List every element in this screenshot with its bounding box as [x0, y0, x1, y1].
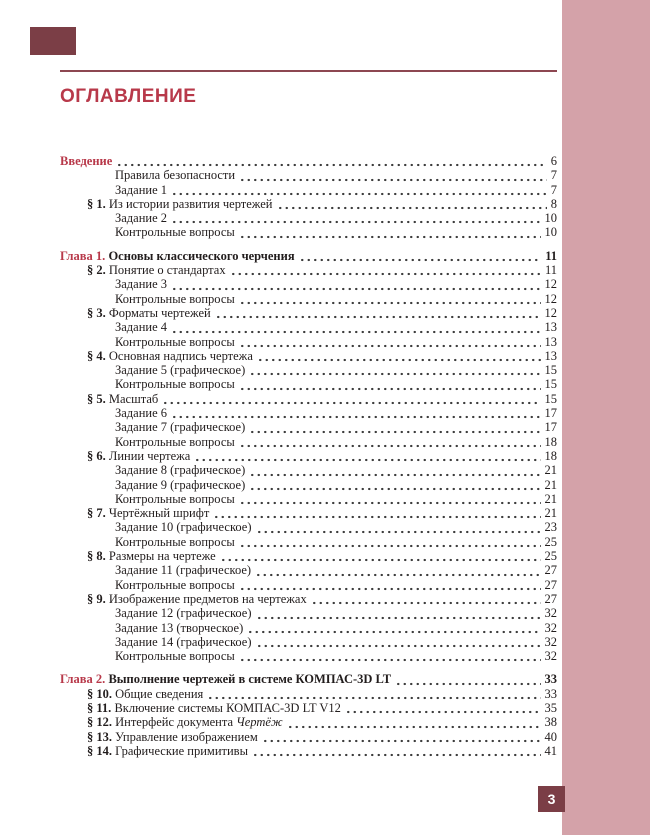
toc-leader-dots	[220, 549, 541, 563]
toc-page-number: 25	[544, 534, 557, 549]
toc-entry	[60, 463, 557, 477]
toc-leader-dots	[239, 649, 541, 663]
toc-page-number: 21	[544, 477, 557, 492]
toc-leader-dots	[256, 606, 541, 620]
toc-leader-dots	[239, 492, 541, 506]
toc-page-number: 15	[544, 363, 557, 378]
toc-entry-text	[115, 377, 235, 391]
toc-leader-dots	[277, 197, 547, 211]
toc-page-number: 38	[544, 715, 557, 730]
toc-entry-label: Задание 5 (графическое)	[115, 363, 246, 378]
toc-leader-dots	[239, 335, 541, 349]
toc-entry	[60, 478, 557, 492]
toc-entry-label: Интерфейс документа	[115, 715, 234, 730]
toc-entry-label: Введение	[60, 154, 113, 168]
toc-entry-text	[115, 363, 245, 377]
toc-leader-dots	[249, 463, 540, 477]
toc-page-number: 32	[544, 606, 557, 621]
toc-leader-dots	[256, 635, 541, 649]
toc-entry	[60, 672, 557, 686]
toc-page-number: 13	[544, 348, 557, 363]
toc-entry-label: Контрольные вопросы	[115, 491, 235, 506]
toc-page-number: 18	[544, 448, 557, 463]
toc-entry-text	[87, 744, 248, 758]
toc-content	[60, 86, 557, 758]
toc-page-number: 13	[544, 334, 557, 349]
toc-entry-label: Задание 11 (графическое)	[115, 563, 252, 578]
toc-entry-prefix: § 1.	[87, 196, 109, 211]
toc-page-number: 25	[544, 549, 557, 564]
toc-entry-text	[115, 435, 235, 449]
toc-entry-label: Задание 3	[115, 277, 168, 292]
toc-leader-dots	[252, 744, 541, 758]
toc-entry-label: Контрольные вопросы	[115, 377, 235, 392]
toc-entry	[60, 335, 557, 349]
toc-page-number: 40	[544, 729, 557, 744]
page-number: 3	[547, 791, 556, 807]
toc-entry-text	[115, 649, 235, 663]
toc-page-number: 21	[544, 506, 557, 521]
toc-page-number: 10	[544, 211, 557, 226]
toc-page-number: 32	[544, 620, 557, 635]
toc-entry	[60, 154, 557, 168]
toc-leader-dots	[239, 377, 541, 391]
toc-entry	[60, 349, 557, 363]
toc-entry	[60, 606, 557, 620]
toc-entry-text	[115, 520, 252, 534]
toc-leader-dots	[171, 320, 540, 334]
toc-entry-text	[115, 578, 235, 592]
toc-entry	[60, 730, 557, 744]
toc-leader-dots	[249, 478, 540, 492]
toc-entry	[60, 406, 557, 420]
toc-entry-prefix: § 4.	[87, 348, 109, 363]
toc-entry	[60, 225, 557, 239]
header-rule	[60, 70, 557, 72]
toc-leader-dots	[162, 392, 540, 406]
toc-entry-prefix: § 14.	[87, 743, 116, 758]
toc-page-number: 33	[544, 672, 557, 687]
toc-leader-dots	[171, 406, 540, 420]
toc-leader-dots	[287, 715, 541, 729]
toc-entry-text	[115, 183, 167, 197]
toc-entry-label: Задание 6	[115, 406, 168, 421]
toc-entry-prefix: § 5.	[87, 391, 109, 406]
toc-entry	[60, 183, 557, 197]
toc-leader-dots	[239, 435, 541, 449]
toc-entry-text	[87, 306, 211, 320]
toc-entry-text	[115, 277, 167, 291]
corner-decoration-box	[30, 27, 76, 55]
toc-entry-text	[115, 335, 235, 349]
toc-entry	[60, 492, 557, 506]
toc-page-number: 6	[550, 154, 557, 168]
toc-entry-label: Основная надпись чертежа	[108, 348, 253, 363]
toc-entry-label: Из истории развития чертежей	[108, 196, 273, 211]
toc-entry-prefix: § 2.	[87, 263, 109, 278]
toc-entry-prefix: § 9.	[87, 591, 109, 606]
page-number-badge	[538, 786, 565, 812]
toc-entry-label: Понятие о стандартах	[108, 263, 226, 278]
toc-entry	[60, 635, 557, 649]
toc-entry-prefix: § 10.	[87, 686, 116, 701]
toc-entry-label: Контрольные вопросы	[115, 225, 235, 240]
toc-leader-dots	[262, 730, 541, 744]
toc-entry-text	[115, 621, 243, 635]
toc-leader-dots	[239, 292, 541, 306]
toc-leader-dots	[171, 183, 547, 197]
toc-leader-dots	[116, 154, 546, 168]
toc-entry	[60, 363, 557, 377]
toc-entry-text	[60, 154, 112, 168]
toc-entry-label: Изображение предметов на чертежах	[108, 591, 307, 606]
toc-page-number: 13	[544, 320, 557, 335]
toc-leader-dots	[194, 449, 540, 463]
toc-entry-label: Выполнение чертежей в системе КОМПАС-3D LT	[108, 672, 392, 687]
toc-entry	[60, 377, 557, 391]
toc-leader-dots	[171, 277, 540, 291]
toc-page-number: 12	[544, 291, 557, 306]
toc-entry-label: Контрольные вопросы	[115, 334, 235, 349]
toc-entry-prefix: Глава 2.	[60, 672, 109, 687]
toc-entry	[60, 549, 557, 563]
toc-entry-prefix: § 13.	[87, 729, 116, 744]
toc-entry	[60, 263, 557, 277]
toc-entry	[60, 168, 557, 182]
toc-page-number: 12	[544, 305, 557, 320]
toc-entry-label: Задание 2	[115, 211, 168, 226]
toc-entry-text	[87, 549, 216, 563]
toc-entry	[60, 563, 557, 577]
toc-entry-label: Графические примитивы	[115, 743, 248, 758]
toc-entry-text	[115, 420, 245, 434]
toc-entry	[60, 535, 557, 549]
toc-entry-prefix: § 7.	[87, 506, 109, 521]
toc-entry-text	[115, 406, 167, 420]
toc-entry	[60, 687, 557, 701]
toc-entry-text	[87, 730, 258, 744]
toc-entry-text	[87, 701, 341, 715]
toc-entry-text	[115, 478, 245, 492]
toc-entry-label: Задание 9 (графическое)	[115, 477, 246, 492]
toc-entry-label: Контрольные вопросы	[115, 577, 235, 592]
toc-entry-text	[115, 292, 235, 306]
toc-leader-dots	[171, 211, 540, 225]
toc-entry-text	[87, 592, 307, 606]
toc-entry	[60, 197, 557, 211]
toc-leader-dots	[213, 506, 540, 520]
toc-entry-label: Задание 14 (графическое)	[115, 634, 252, 649]
toc-page-number: 11	[544, 263, 557, 278]
toc-page-number: 27	[544, 577, 557, 592]
toc-leader-dots	[247, 621, 540, 635]
toc-entry-text	[60, 672, 391, 686]
toc-leader-dots	[345, 701, 541, 715]
toc-entry-text	[115, 463, 245, 477]
toc-leader-dots	[239, 168, 547, 182]
toc-entry	[60, 249, 557, 263]
toc-entry-text	[115, 492, 235, 506]
toc-entry	[60, 592, 557, 606]
toc-entry-prefix: § 3.	[87, 305, 109, 320]
toc-entry-label: Основы классического черчения	[108, 248, 295, 263]
toc-entry-text	[115, 168, 235, 182]
toc-page-number: 11	[545, 248, 557, 263]
toc-entry	[60, 578, 557, 592]
toc-page-number: 15	[544, 391, 557, 406]
toc-entry-label: Задание 4	[115, 320, 168, 335]
toc-entry-text	[87, 263, 226, 277]
toc-entry-text	[87, 715, 283, 729]
toc-page-number: 27	[544, 591, 557, 606]
toc-entry-prefix: § 11.	[87, 700, 115, 715]
toc-entry-label: Контрольные вопросы	[115, 291, 235, 306]
toc-entry-label: Правила безопасности	[115, 168, 236, 183]
toc-page-number: 35	[544, 700, 557, 715]
toc-page-number: 18	[544, 434, 557, 449]
toc-entry-text	[115, 606, 252, 620]
toc-page-number: 33	[544, 686, 557, 701]
toc-entry	[60, 292, 557, 306]
toc-entry-text	[115, 211, 167, 225]
toc-entry-text	[115, 635, 252, 649]
toc-page-number: 23	[544, 520, 557, 535]
toc-entry-text	[115, 563, 251, 577]
toc-entry-label: Задание 12 (графическое)	[115, 606, 252, 621]
toc-entry-label: Задание 1	[115, 182, 168, 197]
toc-page-number: 21	[544, 463, 557, 478]
toc-leader-dots	[299, 249, 542, 263]
toc-entry-label: Чертёжный шрифт	[108, 506, 210, 521]
toc-leader-dots	[207, 687, 540, 701]
toc-entry-label: Масштаб	[108, 391, 159, 406]
toc-entry-label: Форматы чертежей	[108, 305, 211, 320]
toc-entry-prefix: § 12.	[87, 715, 116, 730]
toc-entry	[60, 506, 557, 520]
toc-entry-label: Задание 8 (графическое)	[115, 463, 246, 478]
toc-entry-text	[87, 392, 158, 406]
toc-page-number: 12	[544, 277, 557, 292]
toc-entry-prefix: § 6.	[87, 448, 109, 463]
toc-page-number: 27	[544, 563, 557, 578]
toc-entry	[60, 420, 557, 434]
toc-page-number: 10	[544, 225, 557, 240]
toc-entry	[60, 392, 557, 406]
toc-entry	[60, 277, 557, 291]
toc-page-number: 17	[544, 406, 557, 421]
toc-page-number: 15	[544, 377, 557, 392]
toc-entry-text	[87, 687, 203, 701]
toc-entry-label: Контрольные вопросы	[115, 434, 235, 449]
toc-entry	[60, 649, 557, 663]
toc-entry-label: Размеры на чертеже	[108, 549, 216, 564]
toc-entry	[60, 320, 557, 334]
toc-list	[60, 154, 557, 758]
toc-leader-dots	[230, 263, 541, 277]
toc-entry-text	[87, 197, 273, 211]
toc-leader-dots	[239, 535, 541, 549]
toc-entry-text	[87, 349, 253, 363]
toc-leader-dots	[311, 592, 541, 606]
toc-page-number: 21	[544, 491, 557, 506]
toc-entry-label: Задание 10 (графическое)	[115, 520, 252, 535]
toc-entry-text	[115, 225, 235, 239]
toc-page-number: 17	[544, 420, 557, 435]
toc-entry	[60, 744, 557, 758]
toc-entry-label: Задание 7 (графическое)	[115, 420, 246, 435]
toc-leader-dots	[239, 578, 541, 592]
toc-entry	[60, 621, 557, 635]
toc-entry-label: Общие сведения	[115, 686, 204, 701]
toc-entry-label: Линии чертежа	[108, 448, 191, 463]
toc-page-number: 41	[544, 743, 557, 758]
toc-entry-prefix: Глава 1.	[60, 248, 109, 263]
toc-entry-text	[60, 249, 295, 263]
toc-entry-prefix: § 8.	[87, 549, 109, 564]
toc-page-number: 7	[550, 182, 557, 197]
toc-entry	[60, 211, 557, 225]
page-title: ОГЛАВЛЕНИЕ	[60, 86, 197, 107]
toc-leader-dots	[257, 349, 541, 363]
toc-leader-dots	[255, 563, 540, 577]
toc-entry	[60, 449, 557, 463]
toc-entry-label: Контрольные вопросы	[115, 649, 235, 664]
toc-leader-dots	[215, 306, 541, 320]
toc-entry-label: Управление изображением	[115, 729, 258, 744]
toc-entry-text	[115, 535, 235, 549]
toc-entry-text	[87, 506, 209, 520]
toc-entry	[60, 520, 557, 534]
toc-leader-dots	[256, 520, 541, 534]
toc-page-number: 32	[544, 649, 557, 664]
toc-page-number: 8	[550, 196, 557, 211]
toc-leader-dots	[249, 363, 540, 377]
toc-entry-label-italic: Чертёж	[233, 715, 283, 730]
toc-leader-dots	[239, 225, 541, 239]
toc-page-number: 7	[550, 168, 557, 183]
toc-entry-label: Задание 13 (творческое)	[115, 620, 244, 635]
toc-entry-label: Контрольные вопросы	[115, 534, 235, 549]
toc-entry	[60, 435, 557, 449]
toc-entry-label: Включение системы КОМПАС-3D LT V12	[114, 700, 341, 715]
toc-entry	[60, 701, 557, 715]
toc-leader-dots	[249, 420, 540, 434]
toc-entry-text	[87, 449, 190, 463]
toc-entry	[60, 306, 557, 320]
toc-leader-dots	[395, 672, 540, 686]
toc-entry-text	[115, 320, 167, 334]
toc-entry	[60, 715, 557, 729]
toc-page-number: 32	[544, 634, 557, 649]
page-edge-strip	[562, 0, 650, 835]
